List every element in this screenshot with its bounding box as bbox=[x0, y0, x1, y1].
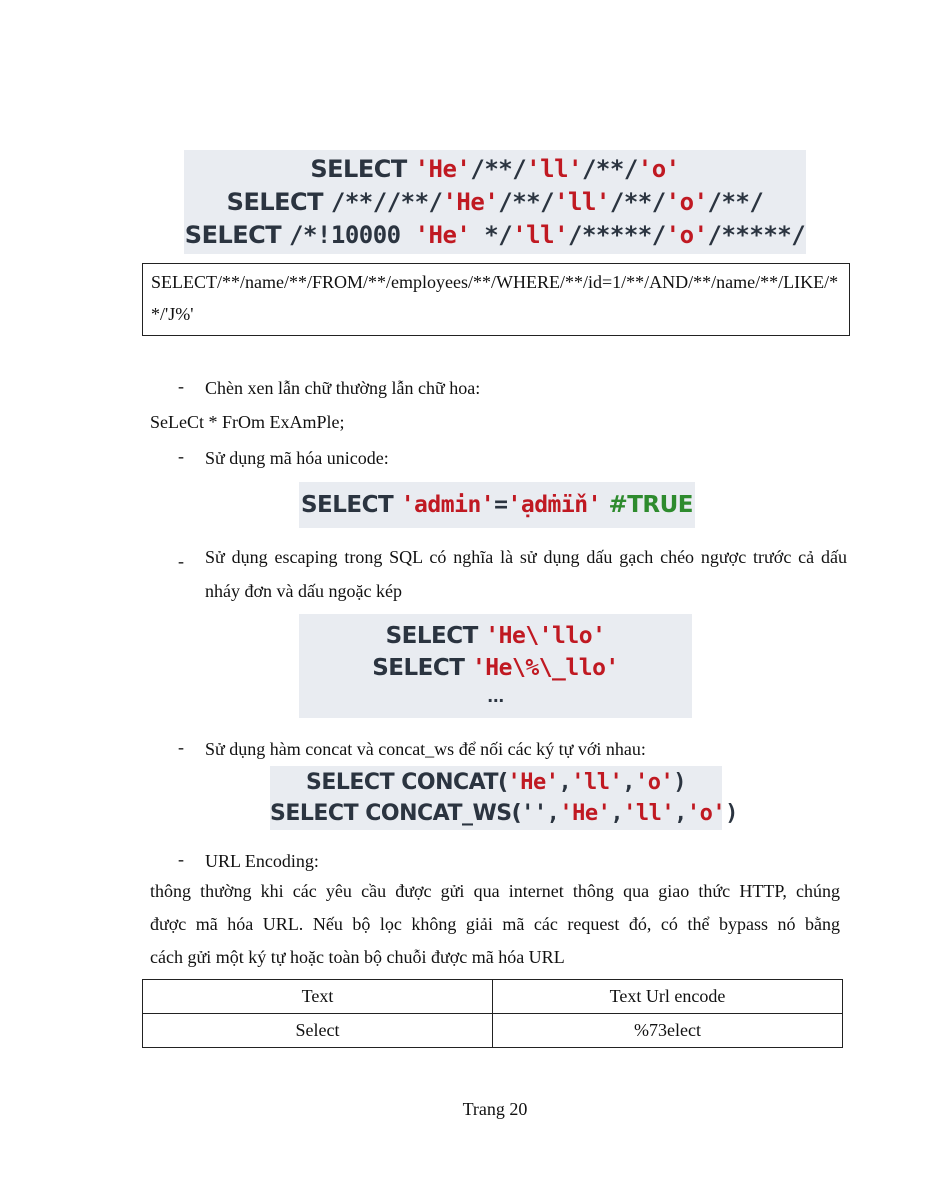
table-header: Text Url encode bbox=[493, 980, 843, 1014]
table-cell: %73elect bbox=[493, 1014, 843, 1048]
code-block-concat: SELECT CONCAT('He','ll','o') SELECT CONCAT_WS('','He','ll','o') bbox=[270, 766, 722, 830]
bullet-url: URL Encoding: bbox=[205, 851, 319, 871]
boxed-query: SELECT/**/name/**/FROM/**/employees/**/WHERE/**/id=1/**/AND/**/name/**/LIKE/**/'J%' bbox=[142, 263, 850, 336]
code-line-1: SELECT 'He'/**/'ll'/**/'o' bbox=[310, 155, 680, 183]
code-block-unicode: SELECT 'admin'='ạdṁïň' #TRUE bbox=[299, 482, 695, 528]
url-encode-table bbox=[142, 979, 843, 1048]
bullet-dash: - bbox=[178, 446, 184, 466]
bullet-dash: - bbox=[178, 376, 184, 396]
url-paragraph-line-3: cách gửi một ký tự hoặc toàn bộ chuỗi được mã hóa URL bbox=[150, 947, 565, 967]
bullet-escaping: Sử dụng escaping trong SQL có nghĩa là sử dụng dấu gạch chéo ngược trước cả dấu nháy đơn và dấu ngoặc kép bbox=[205, 547, 847, 601]
table-row bbox=[143, 1014, 843, 1048]
code-line-2: SELECT /**//**/'He'/**/'ll'/**/'o'/**/ bbox=[226, 188, 764, 216]
page-number: Trang 20 bbox=[462, 1099, 528, 1119]
table-header-row bbox=[143, 980, 843, 1014]
bullet-concat: Sử dụng hàm concat và concat_ws để nối các ký tự với nhau: bbox=[205, 739, 646, 759]
table-header: Text bbox=[143, 980, 493, 1014]
code-block-escaping: SELECT 'He\'llo' SELECT 'He\%\_llo' ... bbox=[299, 614, 692, 718]
bullet-dash: - bbox=[178, 551, 184, 571]
bullet-mixed-case: Chèn xen lẫn chữ thường lẫn chữ hoa: bbox=[205, 378, 481, 398]
table-cell: Select bbox=[143, 1014, 493, 1048]
code-block-comments bbox=[184, 150, 806, 254]
bullet-dash: - bbox=[178, 737, 184, 757]
mixed-case-example: SeLeCt * FrOm ExAmPle; bbox=[150, 412, 345, 432]
url-paragraph-line-1: thông thường khi các yêu cầu được gửi qua internet thông qua giao thức HTTP, chúng bbox=[150, 881, 840, 901]
bullet-unicode: Sử dụng mã hóa unicode: bbox=[205, 448, 389, 468]
url-paragraph-line-2: được mã hóa URL. Nếu bộ lọc không giải mã các request đó, có thể bypass nó bằng bbox=[150, 914, 840, 934]
code-line-3: SELECT /*!10000 'He' */'ll'/*****/'o'/*****/ bbox=[184, 221, 806, 249]
bullet-dash: - bbox=[178, 849, 184, 869]
